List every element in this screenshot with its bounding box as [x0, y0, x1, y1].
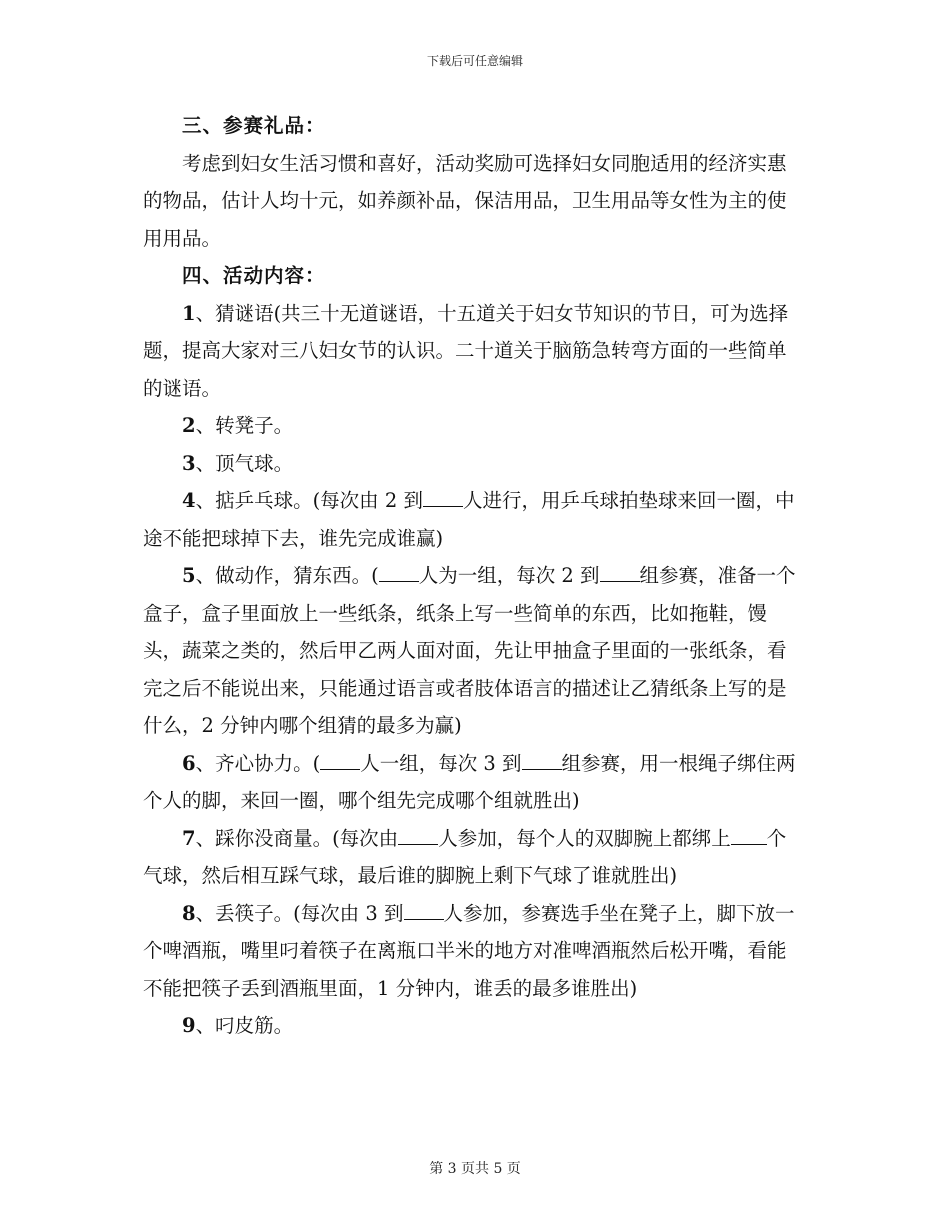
blank-underline [423, 506, 463, 507]
blank-underline [398, 844, 438, 845]
activity-item-5 [143, 557, 805, 745]
page-header: 下载后可任意编辑 [426, 54, 523, 68]
item-text: 、踩你没商量。(每次由 [195, 826, 399, 850]
item-number: 8 [182, 901, 196, 925]
activity-item-4 [143, 482, 805, 557]
item-number: 3 [182, 451, 196, 475]
activity-item-7 [143, 820, 805, 895]
item-number: 1 [182, 301, 196, 325]
item-text: 、叼皮筋。 [195, 1014, 294, 1037]
section-title-activities: 四、活动内容： [182, 264, 326, 287]
item-text: 、掂乒乓球。(每次由 2 到 [195, 489, 423, 512]
activity-item-6 [143, 745, 805, 820]
activity-item-2 [143, 407, 805, 445]
item-text: 组参赛，准备一个盒子，盒子里面放上一些纸条，纸条上写一些简单的东西，比如拖鞋，馒头，蔬菜之类的，然后甲乙两人面对面，先让甲抽盒子里面的一张纸条，看完之后不能说出来，只能通过语言或者肢体语言的描述让乙猜纸条上写的是什么，2 分钟内哪个组猜的最多为赢) [143, 564, 796, 737]
page-footer: 第 3 页共 5 页 [429, 1161, 521, 1177]
blank-underline [731, 844, 767, 845]
item-text: 、做动作，猜东西。( [195, 564, 379, 587]
activity-item-9 [143, 1007, 805, 1045]
item-text: 人进行，用乒乓球拍垫球来回一圈，中途不能把球掉下去，谁先完成谁赢) [143, 489, 795, 550]
item-text: 人一组，每次 3 到 [360, 751, 522, 775]
item-text: 、丢筷子。(每次由 3 到 [195, 901, 404, 925]
item-text: 个气球，然后相互踩气球，最后谁的脚腕上剩下气球了谁就胜出) [143, 826, 787, 887]
activity-item-3 [143, 445, 805, 483]
item-text: 、转凳子。 [195, 414, 294, 437]
item-number: 2 [182, 414, 196, 437]
item-text: 、顶气球。 [195, 451, 294, 475]
section-text-gifts: 考虑到妇女生活习惯和喜好，活动奖励可选择妇女同胞适用的经济实惠的物品，估计人均十元，如养颜补品，保洁用品，卫生用品等女性为主的使用用品。 [143, 151, 787, 250]
item-text: 、猜谜语(共三十无道谜语，十五道关于妇女节知识的节日，可为选择题，提高大家对三八妇女节的认识。二十道关于脑筋急转弯方面的一些简单的谜语。 [143, 301, 789, 400]
item-number: 9 [182, 1014, 196, 1037]
item-number: 7 [182, 826, 196, 850]
item-text: 人参加，参赛选手坐在凳子上，脚下放一个啤酒瓶，嘴里叼着筷子在离瓶口半米的地方对准啤酒瓶然后松开嘴，看能不能把筷子丢到酒瓶里面，1 分钟内，谁丢的最多谁胜出) [143, 901, 795, 1000]
blank-underline [600, 581, 640, 582]
activity-item-8 [143, 895, 805, 1008]
item-text: 人参加，每个人的双脚腕上都绑上 [438, 826, 731, 850]
item-text: 、齐心协力。( [195, 751, 321, 775]
item-number: 6 [182, 751, 196, 775]
item-text: 组参赛，用一根绳子绑住两个人的脚，来回一圈，哪个组先完成哪个组就胜出) [143, 751, 796, 812]
document-body [143, 107, 805, 1045]
blank-underline [404, 919, 444, 920]
section-title-gifts: 三、参赛礼品： [182, 114, 326, 137]
activity-item-1 [143, 295, 805, 408]
blank-underline [522, 769, 562, 770]
item-number: 5 [182, 564, 196, 587]
item-number: 4 [182, 489, 196, 512]
blank-underline [320, 769, 360, 770]
item-text: 人为一组，每次 2 到 [418, 564, 600, 587]
blank-underline [379, 581, 419, 582]
